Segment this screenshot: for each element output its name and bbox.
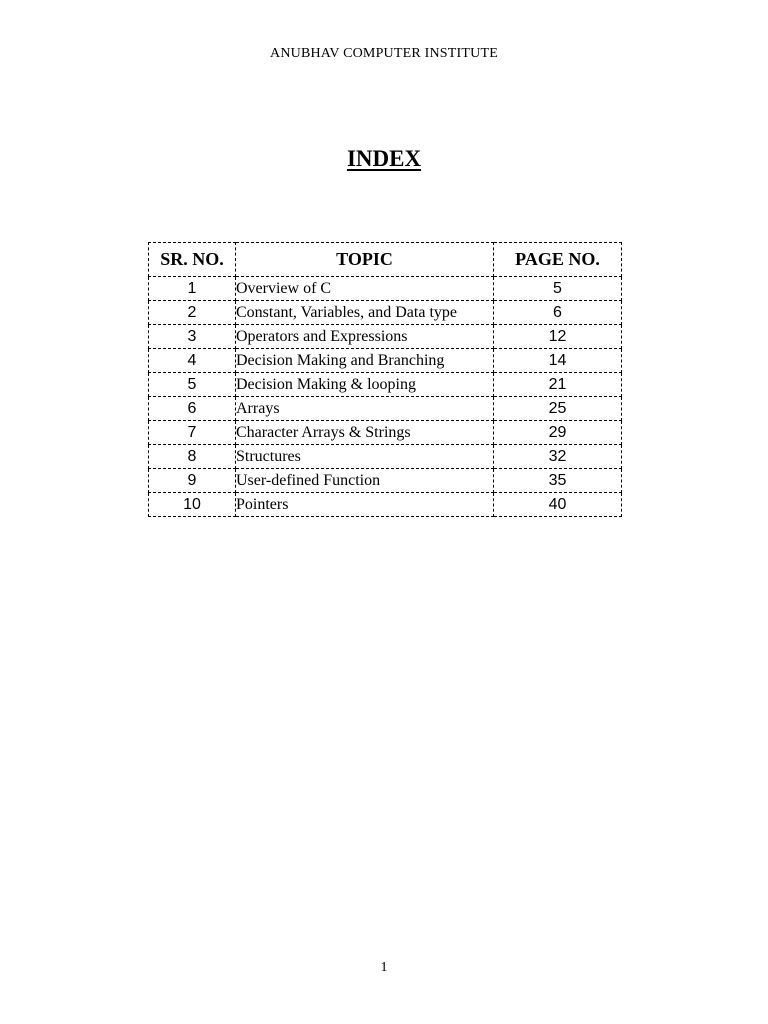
column-header-sr-no: SR. NO. (149, 243, 236, 277)
column-header-page-no: PAGE NO. (494, 243, 622, 277)
table-row (149, 301, 622, 325)
page-number: 1 (380, 960, 388, 975)
page-no-cell: 32 (494, 445, 622, 469)
table-row (149, 349, 622, 373)
page-no-cell: 21 (494, 373, 622, 397)
page-no-cell: 14 (494, 349, 622, 373)
sr-no-cell: 9 (149, 469, 236, 493)
topic-cell: Operators and Expressions (236, 325, 494, 349)
sr-no-cell: 10 (149, 493, 236, 517)
topic-cell: Arrays (236, 397, 494, 421)
index-table (148, 242, 622, 517)
sr-no-cell: 1 (149, 277, 236, 301)
sr-no-cell: 7 (149, 421, 236, 445)
page-no-cell: 12 (494, 325, 622, 349)
topic-cell: Character Arrays & Strings (236, 421, 494, 445)
page-no-cell: 6 (494, 301, 622, 325)
sr-no-cell: 3 (149, 325, 236, 349)
page-no-cell: 25 (494, 397, 622, 421)
sr-no-cell: 4 (149, 349, 236, 373)
topic-cell: Constant, Variables, and Data type (236, 301, 494, 325)
table-row (149, 421, 622, 445)
column-header-topic: TOPIC (236, 243, 494, 277)
topic-cell: Decision Making & looping (236, 373, 494, 397)
table-row (149, 397, 622, 421)
table-row (149, 445, 622, 469)
table-row (149, 493, 622, 517)
table-row (149, 325, 622, 349)
page-no-cell: 40 (494, 493, 622, 517)
table-header-row (149, 243, 622, 277)
page-no-cell: 5 (494, 277, 622, 301)
sr-no-cell: 5 (149, 373, 236, 397)
page-no-cell: 29 (494, 421, 622, 445)
topic-cell: Pointers (236, 493, 494, 517)
topic-cell: Overview of C (236, 277, 494, 301)
sr-no-cell: 6 (149, 397, 236, 421)
topic-cell: User-defined Function (236, 469, 494, 493)
page-header: ANUBHAV COMPUTER INSTITUTE (270, 46, 498, 61)
sr-no-cell: 8 (149, 445, 236, 469)
table-row (149, 277, 622, 301)
table-row (149, 373, 622, 397)
topic-cell: Decision Making and Branching (236, 349, 494, 373)
topic-cell: Structures (236, 445, 494, 469)
sr-no-cell: 2 (149, 301, 236, 325)
page-no-cell: 35 (494, 469, 622, 493)
table-row (149, 469, 622, 493)
page-title: INDEX (346, 146, 422, 171)
